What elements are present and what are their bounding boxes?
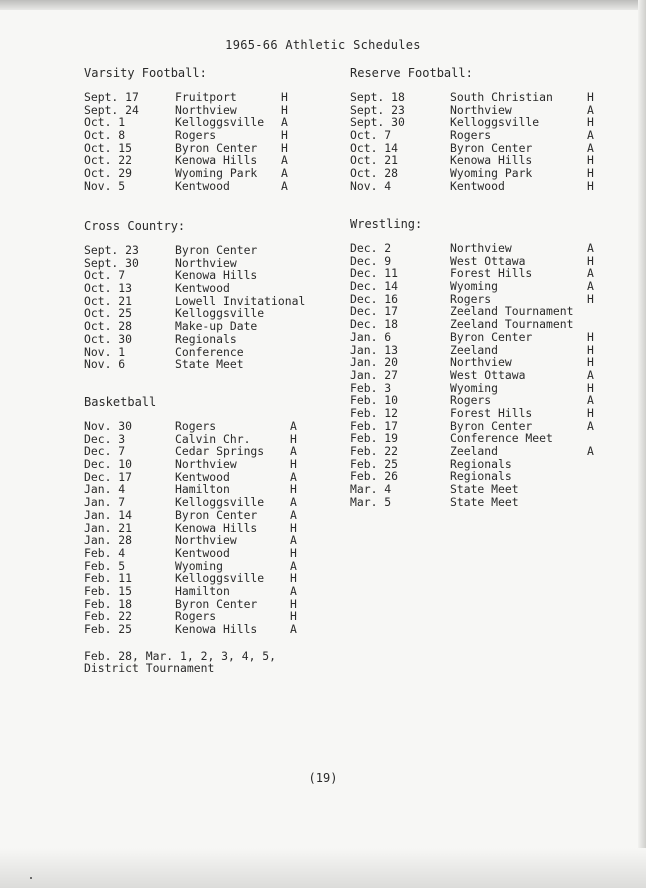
game-site: A	[587, 140, 594, 155]
game-opponent: Northview	[175, 255, 237, 270]
game-site: H	[290, 457, 297, 472]
game-opponent: Byron Center	[450, 329, 533, 344]
game-site: H	[587, 342, 594, 357]
district-tournament-label: District Tournament	[84, 661, 215, 675]
schedule-row	[84, 243, 258, 257]
schedule-row	[350, 329, 594, 344]
game-opponent: Wyoming	[175, 558, 224, 573]
game-opponent: Forest Hills	[450, 405, 533, 420]
game-date: Nov. 4	[350, 178, 392, 193]
game-date: Feb. 26	[350, 469, 399, 484]
wrestling-heading: Wrestling:	[350, 217, 423, 231]
schedule-row	[84, 622, 297, 636]
game-date: Dec. 11	[350, 266, 399, 281]
scan-edge-top	[0, 0, 646, 10]
game-site: H	[290, 545, 297, 560]
game-date: Jan. 21	[84, 520, 133, 535]
game-site: H	[587, 115, 594, 130]
game-opponent: Kenowa Hills	[175, 268, 258, 283]
game-site: A	[290, 583, 297, 598]
game-date: Oct. 7	[84, 268, 126, 283]
game-site: A	[587, 102, 594, 117]
game-opponent: Wyoming Park	[450, 166, 533, 181]
game-opponent: Kentwood	[175, 469, 230, 484]
game-opponent: Forest Hills	[450, 266, 533, 281]
game-date: Feb. 12	[350, 405, 399, 420]
game-opponent: State Meet	[450, 494, 519, 509]
schedule-row	[84, 128, 288, 143]
game-opponent: Kelloggsville	[175, 306, 265, 321]
page-title: 1965-66 Athletic Schedules	[225, 38, 421, 52]
game-date: Feb. 25	[350, 456, 399, 471]
game-date: Nov. 6	[84, 357, 126, 372]
game-site: H	[587, 329, 594, 344]
game-opponent: Byron Center	[175, 140, 258, 155]
game-opponent: Zeeland	[450, 444, 499, 458]
game-site: H	[281, 128, 288, 143]
schedule-row	[350, 166, 594, 181]
game-date: Feb. 10	[350, 393, 399, 408]
game-date: Oct. 8	[84, 128, 126, 143]
game-date: Dec. 3	[84, 431, 126, 446]
game-site: A	[290, 495, 297, 510]
page-number: (19)	[308, 771, 338, 785]
game-date: Sept. 23	[84, 243, 139, 257]
schedule-row	[84, 545, 297, 560]
game-site: A	[587, 241, 594, 255]
game-site: H	[587, 153, 594, 168]
game-date: Oct. 25	[84, 306, 133, 321]
game-opponent: Make-up Date	[175, 319, 258, 334]
game-opponent: Zeeland Tournament	[450, 304, 574, 319]
game-opponent: Conference	[175, 344, 244, 359]
game-opponent: Rogers	[450, 291, 492, 306]
game-date: Oct. 30	[84, 331, 133, 346]
reserve-football-section	[350, 66, 594, 193]
game-opponent: Regionals	[450, 456, 512, 471]
game-site: A	[587, 444, 594, 458]
schedule-row	[350, 405, 594, 420]
schedule-row	[350, 444, 594, 458]
game-site: H	[290, 571, 297, 586]
game-site: A	[290, 469, 297, 484]
game-date: Feb. 4	[84, 545, 126, 560]
game-date: Mar. 4	[350, 482, 392, 497]
game-site: H	[290, 482, 297, 497]
schedule-row	[84, 533, 297, 548]
game-date: Dec. 14	[350, 279, 399, 294]
basketball-section	[84, 395, 297, 636]
game-site: H	[281, 102, 288, 117]
varsity-football-heading: Varsity Football:	[84, 66, 207, 80]
game-opponent: Byron Center	[175, 243, 258, 257]
game-opponent: Byron Center	[175, 507, 258, 522]
game-opponent: Kentwood	[175, 178, 230, 193]
game-opponent: Kelloggsville	[175, 571, 265, 586]
game-date: Sept. 17	[84, 90, 139, 104]
schedule-row	[84, 178, 288, 193]
game-date: Oct. 15	[84, 140, 133, 155]
game-site: H	[587, 405, 594, 420]
game-site: H	[290, 596, 297, 611]
varsity-football-section	[84, 66, 288, 193]
game-date: Sept. 18	[350, 90, 405, 104]
game-opponent: Kentwood	[450, 178, 505, 193]
schedule-row	[84, 90, 288, 104]
reserve-football-list	[350, 90, 594, 193]
cross-country-section	[84, 219, 306, 372]
basketball-heading: Basketball	[84, 395, 157, 409]
game-opponent: Lowell Invitational	[175, 293, 306, 308]
game-opponent: Wyoming	[450, 279, 499, 294]
game-date: Oct. 1	[84, 115, 126, 130]
game-opponent: Rogers	[450, 128, 492, 143]
game-opponent: Kenowa Hills	[175, 520, 258, 535]
game-date: Mar. 5	[350, 494, 392, 509]
game-opponent: Northview	[175, 533, 237, 548]
schedule-row	[84, 166, 288, 181]
game-opponent: South Christian	[450, 90, 553, 104]
game-date: Feb. 5	[84, 558, 126, 573]
game-site: A	[290, 533, 297, 548]
game-date: Nov. 1	[84, 344, 126, 359]
game-date: Dec. 17	[350, 304, 399, 319]
schedule-row	[84, 507, 297, 522]
game-site: H	[587, 90, 594, 104]
game-date: Oct. 21	[84, 293, 133, 308]
game-date: Feb. 18	[84, 596, 133, 611]
game-opponent: Regionals	[450, 469, 512, 484]
schedule-row	[84, 319, 258, 334]
schedule-row	[350, 279, 594, 294]
schedule-row	[350, 128, 594, 143]
game-opponent: Northview	[450, 241, 512, 255]
game-site: A	[587, 279, 594, 294]
game-site: H	[587, 380, 594, 395]
game-opponent: Byron Center	[450, 140, 533, 155]
game-site: A	[587, 266, 594, 281]
game-opponent: Kelloggsville	[175, 495, 265, 510]
wrestling-section	[350, 217, 594, 509]
game-date: Oct. 7	[350, 128, 392, 143]
game-date: Sept. 30	[350, 115, 405, 130]
game-date: Oct. 28	[350, 166, 399, 181]
game-site: A	[587, 393, 594, 408]
game-date: Oct. 21	[350, 153, 399, 168]
game-opponent: Zeeland Tournament	[450, 317, 574, 332]
game-date: Dec. 9	[350, 253, 392, 268]
game-opponent: Kenowa Hills	[175, 153, 258, 168]
game-opponent: West Ottawa	[450, 253, 526, 268]
varsity-football-list	[84, 90, 288, 193]
game-opponent: State Meet	[450, 482, 519, 497]
game-site: A	[587, 367, 594, 382]
district-tournament-dates: Feb. 28, Mar. 1, 2, 3, 4, 5,	[84, 649, 277, 663]
game-opponent: Wyoming Park	[175, 166, 258, 181]
game-site: H	[281, 90, 288, 104]
schedule-row	[84, 495, 297, 510]
game-opponent: Zeeland	[450, 342, 499, 357]
game-date: Feb. 22	[350, 444, 399, 458]
game-opponent: Kenowa Hills	[175, 622, 258, 636]
game-date: Dec. 7	[84, 444, 126, 459]
game-date: Oct. 22	[84, 153, 133, 168]
schedule-row	[84, 583, 297, 598]
game-opponent: Kenowa Hills	[450, 153, 533, 168]
schedule-row	[350, 494, 519, 509]
game-date: Feb. 11	[84, 571, 133, 586]
game-site: H	[587, 291, 594, 306]
game-date: Feb. 25	[84, 622, 133, 636]
game-opponent: Calvin Chr.	[175, 431, 251, 446]
scan-speck	[30, 877, 32, 879]
game-site: A	[281, 166, 288, 181]
game-site: A	[290, 622, 297, 636]
basketball-list	[84, 419, 297, 636]
game-opponent: Hamilton	[175, 482, 230, 497]
schedule-row	[84, 281, 230, 296]
game-opponent: Rogers	[175, 609, 217, 624]
game-opponent: Kelloggsville	[175, 115, 265, 130]
scan-edge-bottom	[0, 848, 646, 888]
game-date: Feb. 3	[350, 380, 392, 395]
game-site: H	[587, 178, 594, 193]
schedule-row	[350, 367, 594, 382]
game-opponent: Regionals	[175, 331, 237, 346]
game-date: Nov. 5	[84, 178, 126, 193]
schedule-row	[350, 355, 594, 370]
game-date: Dec. 18	[350, 317, 399, 332]
game-opponent: Kentwood	[175, 545, 230, 560]
game-site: H	[587, 355, 594, 370]
game-date: Dec. 17	[84, 469, 133, 484]
game-opponent: Northview	[175, 457, 237, 472]
game-opponent: Northview	[450, 355, 512, 370]
game-date: Sept. 24	[84, 102, 139, 117]
schedule-row	[84, 331, 237, 346]
game-opponent: Fruitport	[175, 90, 237, 104]
game-site: A	[587, 128, 594, 143]
game-opponent: Conference Meet	[450, 431, 553, 446]
schedule-row	[84, 357, 244, 372]
schedule-row	[350, 241, 594, 255]
game-date: Oct. 14	[350, 140, 399, 155]
game-site: H	[290, 609, 297, 624]
game-site: H	[587, 166, 594, 181]
schedule-row	[84, 457, 297, 472]
game-date: Jan. 13	[350, 342, 399, 357]
game-date: Jan. 27	[350, 367, 399, 382]
game-opponent: Northview	[175, 102, 237, 117]
game-date: Feb. 15	[84, 583, 133, 598]
game-site: H	[290, 431, 297, 446]
game-site: A	[290, 444, 297, 459]
game-opponent: Northview	[450, 102, 512, 117]
game-site: A	[290, 558, 297, 573]
game-site: A	[281, 178, 288, 193]
schedule-row	[84, 419, 297, 433]
schedule-row	[350, 178, 594, 193]
game-date: Sept. 23	[350, 102, 405, 117]
game-date: Jan. 14	[84, 507, 133, 522]
game-site: H	[587, 253, 594, 268]
game-site: A	[290, 419, 297, 433]
game-opponent: State Meet	[175, 357, 244, 372]
game-date: Oct. 28	[84, 319, 133, 334]
schedule-row	[350, 482, 519, 497]
game-date: Feb. 22	[84, 609, 133, 624]
game-date: Jan. 28	[84, 533, 133, 548]
game-date: Jan. 4	[84, 482, 126, 497]
scan-edge-right	[638, 0, 646, 888]
game-date: Oct. 29	[84, 166, 133, 181]
game-date: Feb. 17	[350, 418, 399, 433]
game-site: A	[290, 507, 297, 522]
game-opponent: Rogers	[175, 128, 217, 143]
game-site: A	[587, 418, 594, 433]
game-site: H	[281, 140, 288, 155]
game-opponent: Kelloggsville	[450, 115, 540, 130]
cross-country-heading: Cross Country:	[84, 219, 186, 233]
game-site: A	[281, 153, 288, 168]
game-site: H	[290, 520, 297, 535]
game-date: Nov. 30	[84, 419, 133, 433]
game-opponent: West Ottawa	[450, 367, 526, 382]
cross-country-list	[84, 243, 306, 372]
wrestling-list	[350, 241, 594, 509]
game-date: Sept. 30	[84, 255, 139, 270]
game-date: Jan. 6	[350, 329, 392, 344]
game-opponent: Wyoming	[450, 380, 499, 395]
schedule-row	[350, 90, 594, 104]
game-opponent: Cedar Springs	[175, 444, 265, 459]
game-date: Dec. 10	[84, 457, 133, 472]
game-date: Dec. 16	[350, 291, 399, 306]
game-opponent: Byron Center	[450, 418, 533, 433]
game-date: Oct. 13	[84, 281, 133, 296]
game-date: Jan. 7	[84, 495, 126, 510]
game-opponent: Rogers	[450, 393, 492, 408]
reserve-football-heading: Reserve Football:	[350, 66, 473, 80]
game-opponent: Byron Center	[175, 596, 258, 611]
schedule-row	[350, 317, 574, 332]
game-site: A	[281, 115, 288, 130]
game-opponent: Rogers	[175, 419, 217, 433]
game-opponent: Hamilton	[175, 583, 230, 598]
game-opponent: Kentwood	[175, 281, 230, 296]
game-date: Dec. 2	[350, 241, 392, 255]
game-date: Jan. 20	[350, 355, 399, 370]
game-date: Feb. 19	[350, 431, 399, 446]
